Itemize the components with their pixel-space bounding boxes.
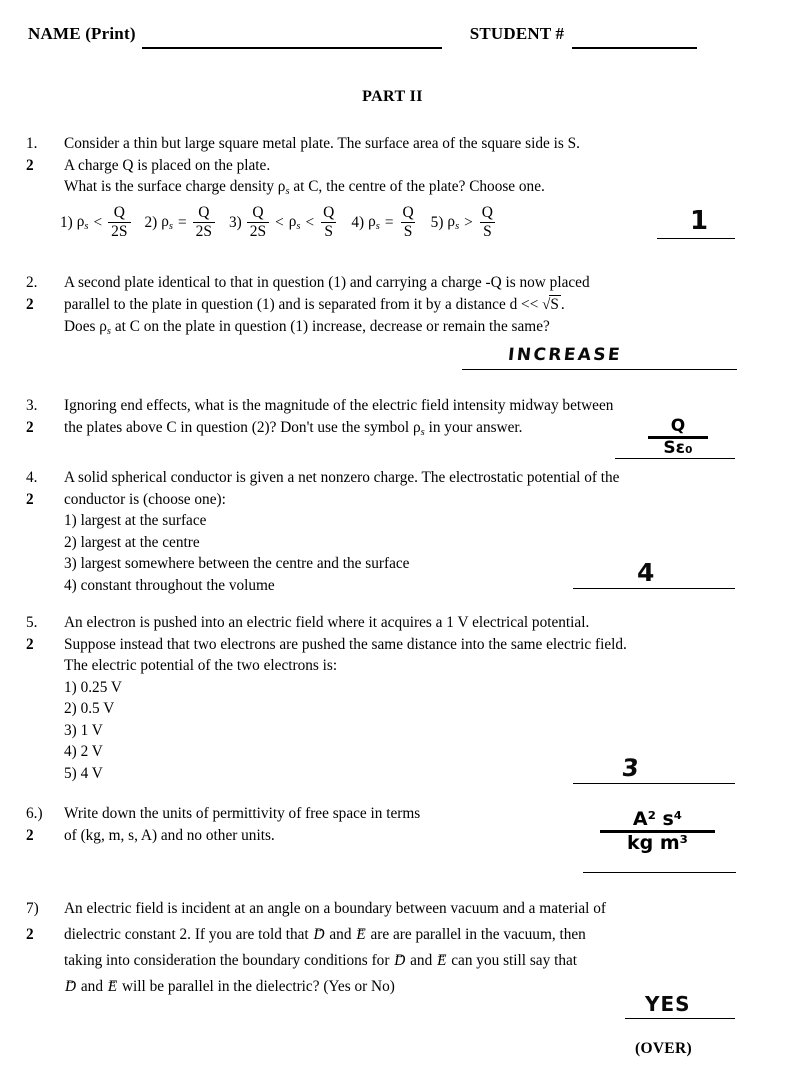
name-blank-line[interactable] (142, 47, 442, 49)
question-5-line-2 (26, 634, 766, 656)
question-1-text-line-1: Consider a thin but large square metal plate. The surface area of the square side is S. (64, 135, 580, 152)
question-5-number: 5. (26, 614, 38, 631)
choice-1-denominator: 2S (108, 222, 130, 240)
question-4-option-2[interactable]: 2) largest at the centre (64, 533, 200, 551)
question-2-marks: 2 (26, 295, 34, 313)
student-number-blank-line[interactable] (572, 47, 697, 49)
question-6-number: 6.) (26, 805, 43, 822)
question-6-answer-line[interactable] (583, 872, 736, 873)
question-2-line-2-part-b: . (560, 295, 565, 313)
vector-e-icon-2: → E (436, 952, 447, 969)
vector-d-icon-3: → D (64, 978, 77, 995)
rho-s-symbol: $\rho_s$ (277, 178, 290, 197)
choice-4-relation: = (384, 213, 394, 231)
question-7-text-line-1: An electric field is incident at an angle on a boundary between vacuum and a material of (64, 900, 606, 917)
choice-2-denominator: 2S (193, 222, 215, 240)
question-7-line-1 (26, 896, 766, 922)
choice-4-numerator: Q (402, 204, 414, 221)
choice-1-label: 1) (60, 213, 73, 231)
choice-1-lhs: $\rho_s$ (76, 213, 89, 233)
question-7-line-4-and: and (80, 978, 103, 995)
question-4-text-line-1: A solid spherical conductor is given a net nonzero charge. The electrostatic potential of the (64, 469, 620, 486)
choice-5-denominator: S (480, 222, 495, 240)
question-4-marks: 2 (26, 490, 34, 508)
question-1-choice-4[interactable] (351, 205, 417, 241)
question-2-line-1 (26, 272, 766, 294)
question-1-handwritten-answer: 1 (690, 206, 710, 236)
question-5-line-1 (26, 612, 766, 634)
choice-2-numerator: Q (198, 204, 210, 221)
choice-3-label: 3) (229, 213, 242, 231)
choice-4-lhs: $\rho_s$ (368, 213, 380, 233)
choice-2-relation: = (177, 213, 187, 231)
question-1-choices (60, 205, 510, 241)
question-7-number: 7) (26, 900, 39, 917)
question-5-answer-line[interactable] (573, 783, 735, 784)
question-6-answer-denominator: kg m³ (600, 830, 715, 854)
question-4-number: 4. (26, 469, 38, 486)
question-2-text-line-3 (64, 316, 766, 343)
vector-e-icon-3: → E (107, 978, 118, 995)
question-1-line-2 (26, 155, 766, 177)
choice-3-right-denominator: S (321, 222, 336, 240)
question-7-text-line-3 (64, 948, 766, 974)
question-7-line-2-and-1: and (329, 926, 352, 943)
question-1-answer-line[interactable] (657, 238, 735, 239)
question-3-line-2-part-b: in your answer. (428, 418, 523, 436)
question-2-handwritten-answer: INCREASE (506, 345, 624, 365)
sqrt-symbol: √ (542, 296, 551, 313)
choice-4-fraction (399, 205, 416, 241)
question-1-line-3-part-a: What is the surface charge density (64, 178, 274, 195)
choice-2-fraction (193, 205, 215, 241)
question-1-marks: 2 (26, 156, 34, 174)
question-6-marks: 2 (26, 826, 34, 844)
question-5-text-line-2: Suppose instead that two electrons are pushed the same distance into the same electric field. (64, 635, 627, 653)
choice-4-denominator: S (401, 222, 416, 240)
question-2-text-line-1: A second plate identical to that in question (1) and carrying a charge -Q is now placed (64, 274, 590, 291)
choice-1-fraction (108, 205, 130, 241)
question-1-text-line-3 (64, 176, 766, 203)
choice-4-label: 4) (351, 213, 365, 231)
question-7 (26, 896, 766, 1000)
choice-3-middle: $\rho_s$ (288, 213, 301, 233)
question-3-line-2-part-a: the plates above C in question (2)? Don't use the symbol (64, 418, 410, 436)
rho-s-symbol-q3: $\rho_s$ (413, 418, 425, 438)
question-1-line-1 (26, 133, 766, 155)
vector-e-icon-1: → E (355, 926, 366, 943)
choice-3-relation-2: < (305, 213, 315, 231)
question-7-line-3-and: and (410, 952, 433, 969)
question-6-handwritten-answer (600, 810, 715, 854)
choice-3-left-numerator: Q (252, 204, 264, 221)
question-7-marks: 2 (26, 926, 34, 943)
question-4-option-4[interactable]: 4) constant throughout the volume (64, 576, 275, 594)
question-7-line-2-part-b: are are parallel in the vacuum, then (370, 926, 586, 943)
question-7-line-2-part-a: dielectric constant 2. If you are told that (64, 926, 309, 943)
question-2-line-2-part-a: parallel to the plate in question (1) and is separated from it by a distance d << (64, 295, 539, 313)
question-6-text-line-1: Write down the units of permittivity of free space in terms (64, 805, 421, 822)
sqrt-radicand: S (550, 295, 559, 313)
question-6-text-line-2: of (kg, m, s, A) and no other units. (64, 826, 275, 844)
question-2-number: 2. (26, 274, 38, 291)
choice-3-fraction-left (247, 205, 269, 241)
vector-d-icon-1: → D (313, 926, 326, 943)
question-2-line-3-part-a: Does (64, 318, 96, 335)
question-2 (26, 272, 766, 343)
question-5-marks: 2 (26, 635, 34, 653)
choice-2-lhs: $\rho_s$ (161, 213, 173, 233)
question-5-text-line-3: The electric potential of the two electrons is: (64, 657, 338, 674)
choice-3-right-numerator: Q (323, 204, 335, 221)
question-1-choice-5[interactable] (431, 205, 497, 241)
student-number-label: STUDENT # (469, 24, 565, 43)
question-4-option-3[interactable]: 3) largest somewhere between the centre and the surface (64, 555, 410, 572)
question-3-handwritten-answer (648, 418, 708, 458)
question-5-option-3[interactable]: 3) 1 V (64, 721, 103, 739)
question-5-text-line-1: An electron is pushed into an electric field where it acquires a 1 V electrical potential. (64, 614, 590, 631)
question-4-line-2 (26, 489, 766, 511)
question-3-text-line-1: Ignoring end effects, what is the magnitude of the electric field intensity midway between (64, 397, 614, 414)
choice-5-relation: > (464, 213, 473, 231)
choice-3-fraction-right (320, 205, 337, 241)
name-label: NAME (Print) (28, 24, 136, 43)
question-4-answer-line[interactable] (573, 588, 735, 589)
question-2-answer-line[interactable] (462, 369, 737, 370)
question-4-text-line-2: conductor is (choose one): (64, 490, 226, 508)
choice-5-label: 5) (430, 213, 444, 231)
question-5-option-5[interactable]: 5) 4 V (64, 764, 103, 782)
question-4-handwritten-answer: 4 (637, 558, 656, 587)
question-1-choice-2[interactable] (145, 205, 217, 241)
choice-1-numerator: Q (113, 204, 125, 221)
vector-d-icon-2: → D (393, 952, 406, 969)
over-note: (OVER) (635, 1040, 692, 1057)
question-3-answer-numerator: Q (670, 416, 686, 436)
question-1-text-line-2: A charge Q is placed on the plate. (64, 156, 271, 174)
choice-1-relation: < (93, 213, 103, 231)
question-1-choice-3[interactable] (229, 205, 338, 241)
question-3-answer-line[interactable] (615, 458, 735, 459)
question-3-answer-denominator: Sε₀ (648, 436, 708, 458)
page-header (28, 24, 757, 52)
question-7-line-3-part-a: taking into consideration the boundary conditions for (64, 952, 390, 969)
question-3-marks: 2 (26, 418, 34, 436)
question-7-line-3-part-b: can you still say that (451, 952, 578, 969)
part-title: PART II (362, 88, 423, 105)
question-2-line-3-part-b: at C on the plate in question (1) increase, decrease or remain the same? (114, 318, 550, 335)
rho-s-symbol-q2: $\rho_s$ (99, 318, 112, 337)
question-1 (26, 133, 766, 203)
question-6-answer-numerator: A² s⁴ (632, 808, 683, 830)
choice-5-lhs: $\rho_s$ (447, 213, 460, 233)
choice-5-numerator: Q (481, 204, 493, 221)
question-7-answer-line[interactable] (625, 1018, 735, 1019)
question-1-choice-1[interactable] (60, 205, 132, 241)
question-1-line-3-part-b: at C, the centre of the plate? Choose one. (293, 178, 545, 195)
choice-3-relation-1: < (275, 213, 284, 231)
question-2-line-2 (26, 294, 766, 317)
question-1-number: 1. (26, 135, 38, 152)
question-5-option-4[interactable]: 4) 2 V (64, 743, 103, 760)
question-7-handwritten-answer: YES (645, 992, 691, 1016)
question-7-line-4-part-b: will be parallel in the dielectric? (Yes or No) (122, 978, 395, 995)
question-5-option-1[interactable]: 1) 0.25 V (64, 678, 122, 696)
question-7-text-line-2 (64, 922, 766, 948)
question-5 (26, 612, 766, 784)
question-2-text-line-2 (64, 294, 766, 317)
choice-2-label: 2) (144, 213, 158, 231)
question-3-line-1 (26, 395, 766, 417)
question-5-option-2[interactable]: 2) 0.5 V (64, 700, 115, 717)
choice-3-left-denominator: 2S (247, 222, 269, 240)
question-5-handwritten-answer: 3 (620, 754, 642, 782)
question-4-option-1[interactable]: 1) largest at the surface (64, 512, 207, 529)
choice-5-fraction (479, 205, 496, 241)
question-4-line-1 (26, 467, 766, 489)
question-3-number: 3. (26, 397, 38, 414)
